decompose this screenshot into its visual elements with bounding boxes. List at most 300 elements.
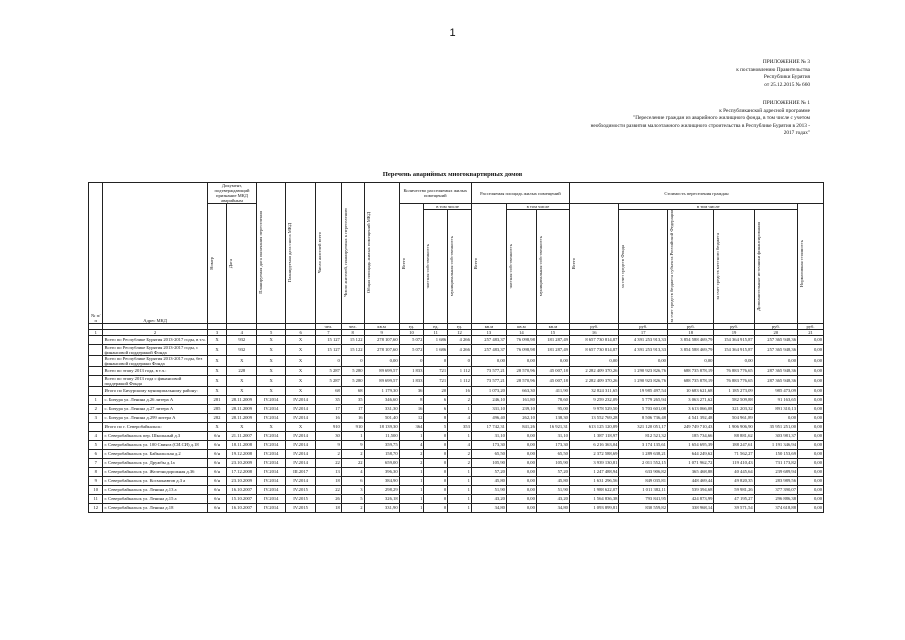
data-cell: 2 372 588,69 (569, 449, 619, 458)
column-number-cell: 12 (448, 329, 472, 335)
data-cell: 1 988 622,07 (569, 485, 619, 494)
data-cell: 793 841,95 (619, 494, 668, 503)
table-row (89, 449, 824, 458)
data-cell: Х (207, 355, 227, 366)
data-cell: 364 (399, 422, 424, 431)
data-cell: 0,00 (798, 440, 824, 449)
data-cell: 326,18 (364, 494, 399, 503)
appendix-1-line: ПРИЛОЖЕНИЕ № 1 (762, 100, 810, 106)
table-row (89, 344, 824, 355)
data-cell: IV.2014 (286, 440, 316, 449)
data-cell: 228 (227, 366, 257, 375)
table-row (89, 431, 824, 440)
data-cell: Х (227, 386, 257, 395)
data-cell: 36 (399, 386, 424, 395)
row-number-cell (89, 335, 103, 344)
unit-cell: руб. (714, 323, 754, 329)
column-number-cell: 11 (424, 329, 448, 335)
data-cell: 181 287,49 (536, 344, 569, 355)
data-cell: 5 (424, 422, 448, 431)
data-cell: 721 (424, 366, 448, 375)
data-cell: Х (286, 344, 316, 355)
data-cell: Х (207, 386, 227, 395)
data-cell: 8 657 730 814,87 (569, 344, 619, 355)
data-cell: 76 883 776,65 (714, 366, 754, 375)
table-row (89, 476, 824, 485)
row-number-cell: 9 (89, 476, 103, 485)
data-cell: 0 (424, 355, 448, 366)
appendix-3-line: к постановлению Правительства (736, 66, 810, 73)
data-cell: 298,29 (364, 485, 399, 494)
data-cell: 0,00 (798, 335, 824, 344)
data-cell: 28.11.2009 (227, 413, 257, 422)
data-cell: IV.2014 (257, 485, 286, 494)
data-cell: 43,20 (471, 494, 506, 503)
data-cell: Х (257, 375, 286, 386)
table-row (89, 503, 824, 512)
data-cell: 76 098,98 (506, 335, 536, 344)
data-cell: 285 (207, 404, 227, 413)
data-cell: 303 981,37 (754, 431, 797, 440)
data-cell: 2 (341, 449, 364, 458)
data-cell: 2 011 552,15 (619, 458, 668, 467)
data-cell: 0,00 (798, 366, 824, 375)
column-number-cell: 7 (316, 329, 342, 335)
data-cell: 0,00 (798, 375, 824, 386)
data-cell: 5 703 601,08 (619, 404, 668, 413)
data-cell: б/н (207, 494, 227, 503)
page-number: 1 (449, 27, 456, 39)
data-cell: 51,90 (536, 485, 569, 494)
data-cell: 613 125 120,09 (569, 422, 619, 431)
row-number-cell: 10 (89, 485, 103, 494)
data-cell: Х (286, 335, 316, 344)
th-plan-date: Планируемая дата окончания переселения (257, 183, 286, 324)
address-cell: г. Северобайкальск ул. 100 Свияга (СИ.СИ) д.18 (103, 440, 207, 449)
data-cell: 16 921,31 (536, 422, 569, 431)
data-cell: 8 657 730 814,87 (569, 335, 619, 344)
data-cell: 1 247 488,94 (569, 467, 619, 476)
table-row (89, 395, 824, 404)
data-cell: 384,90 (364, 476, 399, 485)
data-cell: 2 (399, 458, 424, 467)
table-row (89, 355, 824, 366)
data-cell: Х (286, 355, 316, 366)
data-cell: 932 (227, 335, 257, 344)
data-cell: 22 (341, 458, 364, 467)
data-cell: 331,90 (364, 503, 399, 512)
data-cell: 188 247,61 (714, 440, 754, 449)
data-cell: 278 107,60 (364, 335, 399, 344)
data-cell: 0,00 (506, 449, 536, 458)
data-cell: 45 007,18 (536, 366, 569, 375)
data-cell: 95,00 (536, 404, 569, 413)
data-cell: 68 (341, 386, 364, 395)
data-cell: 68 (316, 386, 342, 395)
data-cell: б/н (207, 449, 227, 458)
th-cost-all: Всего (569, 204, 619, 324)
table-row (89, 485, 824, 494)
data-cell: 16.10.2007 (227, 503, 257, 512)
data-cell: 5 (341, 494, 364, 503)
data-cell: 51,90 (471, 485, 506, 494)
data-cell: 15 122 (341, 335, 364, 344)
data-cell: 1 (448, 503, 472, 512)
data-cell: 5 072 (399, 344, 424, 355)
data-cell: 15 127 (316, 335, 342, 344)
data-cell: 0 (424, 440, 448, 449)
data-cell: 849 035,81 (619, 476, 668, 485)
data-cell: IV.2014 (257, 449, 286, 458)
th-cost-incl: в том числе (619, 204, 798, 210)
data-cell: 47 195,27 (714, 494, 754, 503)
data-cell: 89 699,57 (364, 366, 399, 375)
th-cost-fund: за счет средств Фонда (619, 210, 668, 324)
data-cell: 688 735 878,19 (667, 375, 713, 386)
data-cell: 23.10.2009 (227, 476, 257, 485)
data-cell: 0,00 (798, 458, 824, 467)
data-cell: 910 (316, 422, 342, 431)
data-cell: 16 (341, 413, 364, 422)
data-cell: 76 098,98 (506, 344, 536, 355)
unit-cell: ед. (448, 323, 472, 329)
data-cell: Х (286, 422, 316, 431)
data-cell: 2 (399, 449, 424, 458)
data-cell: 1 (399, 503, 424, 512)
column-number-cell: 9 (364, 329, 399, 335)
column-number-cell: 15 (536, 329, 569, 335)
data-cell: 1 (341, 431, 364, 440)
data-cell: 49 820,35 (714, 476, 754, 485)
data-cell: IV.2014 (257, 440, 286, 449)
data-cell: IV.2014 (257, 404, 286, 413)
data-cell: IV.2014 (257, 413, 286, 422)
data-cell: 0 (399, 355, 424, 366)
data-cell: 633 906,82 (619, 467, 668, 476)
data-cell: 932 (227, 344, 257, 355)
data-cell: 0,00 (798, 449, 824, 458)
data-cell: 57,20 (471, 467, 506, 476)
row-number-cell: 6 (89, 449, 103, 458)
data-cell: 0,00 (798, 404, 824, 413)
data-cell: IV.2014 (286, 395, 316, 404)
data-cell: Х (286, 375, 316, 386)
data-cell: 40 445,64 (714, 467, 754, 476)
data-cell: 278 107,60 (364, 344, 399, 355)
data-cell: 0,00 (667, 355, 713, 366)
data-cell: 0,00 (754, 413, 797, 422)
data-cell: 721 (424, 375, 448, 386)
data-cell: 45,80 (536, 476, 569, 485)
data-cell: 89 699,57 (364, 375, 399, 386)
data-cell: 0,00 (798, 494, 824, 503)
data-cell: 0,00 (506, 458, 536, 467)
data-cell: 0,00 (506, 503, 536, 512)
th-cost-rb: за счет средств бюджета субъекта Российской Федерации (667, 210, 713, 324)
data-cell: 0,00 (798, 413, 824, 422)
data-cell: 296 886,38 (754, 494, 797, 503)
column-number-cell: 13 (471, 329, 506, 335)
data-cell: 28.11.2009 (227, 404, 257, 413)
column-number-cell: 2 (103, 329, 207, 335)
data-cell: 257 483,37 (471, 335, 506, 344)
data-cell: 338 968,14 (667, 503, 713, 512)
data-cell: IV.2014 (286, 476, 316, 485)
unit-cell: ед. (424, 323, 448, 329)
data-cell: 5 280 (341, 375, 364, 386)
data-cell: 71 562,27 (714, 449, 754, 458)
data-cell: 841,26 (506, 422, 536, 431)
column-number-cell: 14 (506, 329, 536, 335)
data-cell: 0,00 (506, 494, 536, 503)
address-cell: Всего по Республике Бурятия 2013-2017 годы, в т.ч. (104, 337, 206, 343)
table-row (89, 494, 824, 503)
data-cell: Х (227, 355, 257, 366)
data-cell: 43,20 (536, 494, 569, 503)
row-number-cell (89, 366, 103, 375)
data-cell: 1 564 836,38 (569, 494, 619, 503)
data-cell: 1 112 (448, 366, 472, 375)
unit-cell: руб. (569, 323, 619, 329)
appendix-1-header (490, 100, 810, 138)
table-row (89, 467, 824, 476)
data-cell: 331,30 (364, 404, 399, 413)
data-cell: 365 468,88 (667, 467, 713, 476)
data-cell: 8 (424, 413, 448, 422)
th-cost-mb: за счет средств местного бюджета (714, 210, 754, 324)
address-cell: Всего по этапу 2013 года с финансовой поддержкой Фонда (103, 375, 207, 386)
data-cell: 0 (424, 431, 448, 440)
appendix-3-line: от 25.12.2015 № 660 (764, 81, 810, 88)
data-cell: IV.2014 (257, 494, 286, 503)
address-cell: с. Бичура ул. Ленина д.27 литера А (103, 404, 207, 413)
data-cell: 1 011 382,11 (619, 485, 668, 494)
row-number-cell: 5 (89, 440, 103, 449)
th-rooms-total: Всего (399, 204, 424, 324)
data-cell: 18 (316, 503, 342, 512)
data-cell: 39 571,54 (714, 503, 754, 512)
data-cell: 173,30 (471, 440, 506, 449)
data-cell: IV.2014 (286, 458, 316, 467)
data-cell: 0,00 (798, 386, 824, 395)
data-cell: 239,10 (506, 404, 536, 413)
data-cell: 3 063 271,62 (667, 395, 713, 404)
data-cell: 181 287,49 (536, 335, 569, 344)
data-cell: 1 686 (424, 344, 448, 355)
data-cell: 65,50 (471, 449, 506, 458)
data-cell: 331,10 (471, 404, 506, 413)
unit-cell: руб. (798, 323, 824, 329)
appendix-1-line: 2017 годах" (783, 130, 810, 137)
data-cell: 0 (424, 503, 448, 512)
appendix-1-line: к Республиканской адресной программе (719, 107, 810, 114)
data-cell: 1 071 962,72 (667, 458, 713, 467)
unit-cell: кв.м (506, 323, 536, 329)
data-cell: 0,00 (798, 344, 824, 355)
data-cell: 4 391 253 913,33 (619, 344, 668, 355)
data-cell: 1 (399, 476, 424, 485)
data-cell: 346,60 (364, 395, 399, 404)
data-cell: 5 280 (341, 366, 364, 375)
data-cell: IV.2014 (286, 449, 316, 458)
column-number-cell: 1 (89, 329, 103, 335)
data-cell: 0,00 (798, 467, 824, 476)
table-body (89, 335, 824, 512)
data-cell: 119 410,43 (714, 458, 754, 467)
data-cell: б/н (207, 431, 227, 440)
data-cell: 985 473,09 (754, 386, 797, 395)
row-number-cell: 11 (89, 494, 103, 503)
data-cell: 830 559,82 (619, 503, 668, 512)
unit-cell: кв.м (471, 323, 506, 329)
data-cell: 1 290 923 826,76 (619, 375, 668, 386)
address-cell: с. Бичура ул. Ленина д.299 литера А (103, 413, 207, 422)
data-cell: 34,80 (471, 503, 506, 512)
data-cell: 21.11.2007 (227, 431, 257, 440)
data-cell: 161,80 (506, 395, 536, 404)
data-cell: Х (207, 422, 227, 431)
row-number-cell (89, 375, 103, 386)
data-cell: Х (257, 344, 286, 355)
data-cell: 812 521,32 (619, 431, 668, 440)
column-number-cell: 17 (619, 329, 668, 335)
data-cell: 31,10 (536, 431, 569, 440)
data-cell: 731 173,82 (754, 458, 797, 467)
data-cell: 0 (341, 355, 364, 366)
th-doc-date: Дата (227, 204, 257, 324)
address-cell: г. Северобайкальск пер. Школьный д.3 (103, 431, 207, 440)
data-cell: 0 (316, 355, 342, 366)
appendix-1-line: необходимости развития малоэтажного жилищного строительства в Республике Бурятия в 2013 - (590, 122, 810, 129)
table-row (89, 335, 824, 344)
data-cell: 1 (399, 431, 424, 440)
data-cell: 0 (424, 476, 448, 485)
appendix-3-line: Республики Бурятия (763, 74, 810, 81)
data-cell: 2 (316, 449, 342, 458)
data-cell: 688 735 878,19 (667, 366, 713, 375)
data-cell: 891 310,13 (754, 404, 797, 413)
data-cell: 154 364 915,87 (714, 335, 754, 344)
address-cell: Всего по этапу 2013 года, в т.ч.: (103, 366, 207, 375)
data-cell: 150 153,69 (754, 449, 797, 458)
data-cell: б/н (207, 467, 227, 476)
column-number-cell: 16 (569, 329, 619, 335)
data-cell: 663,30 (506, 386, 536, 395)
th-planned-in: Число жителей, планируемых к переселению (341, 183, 364, 324)
th-rooms-mun: муниципальная собственность (448, 210, 472, 324)
data-cell: 18 139,30 (364, 422, 399, 431)
data-cell: 28 570,96 (506, 375, 536, 386)
data-cell: 105,90 (471, 458, 506, 467)
data-cell: 0 (424, 485, 448, 494)
data-cell: 45 007,18 (536, 375, 569, 386)
data-cell: 18.11.2008 (227, 440, 257, 449)
data-cell: 73 577,21 (471, 366, 506, 375)
data-cell: 35 951 251,00 (754, 422, 797, 431)
data-cell: 73 577,21 (471, 375, 506, 386)
column-number-cell: 3 (207, 329, 227, 335)
address-cell: г. Северобайкальск ул. Ленина д.15 а (103, 494, 207, 503)
data-cell: 6 (424, 395, 448, 404)
data-cell: 424 873,99 (667, 494, 713, 503)
data-cell: 5 779 265,94 (619, 395, 668, 404)
data-cell: 12 (399, 413, 424, 422)
data-cell: 2 (448, 449, 472, 458)
data-cell: Х (257, 422, 286, 431)
th-rooms-group: Количество расселяемых жилых помещений (399, 183, 471, 204)
data-cell: 6 216 363,04 (569, 440, 619, 449)
data-cell: 6 (424, 404, 448, 413)
column-number-cell: 5 (257, 329, 286, 335)
data-cell: б/н (207, 458, 227, 467)
data-cell: 8 506 736,48 (619, 413, 668, 422)
data-cell: 17.12.2008 (227, 467, 257, 476)
data-cell: 0,00 (798, 476, 824, 485)
data-cell: 0,00 (754, 355, 797, 366)
th-rooms-incl: в том числе (424, 204, 471, 210)
data-cell: 19 985 497,54 (619, 386, 668, 395)
unit-cell: чел. (316, 323, 342, 329)
data-cell: 9 (341, 440, 364, 449)
th-demolish-date: Планируемая дата сноса МКД (286, 183, 316, 324)
data-cell: 4 391 253 913,33 (619, 335, 668, 344)
data-cell: 1 833 (399, 375, 424, 386)
data-cell: 0 (448, 355, 472, 366)
data-cell: 359,75 (364, 440, 399, 449)
data-cell: 2 282 409 370,26 (569, 366, 619, 375)
data-cell: Х (286, 386, 316, 395)
data-cell: IV.2014 (257, 467, 286, 476)
th-num: № п/п (89, 183, 103, 324)
data-cell: 15 127 (316, 344, 342, 355)
data-cell: 0,00 (798, 503, 824, 512)
data-cell: 411,90 (536, 386, 569, 395)
data-cell: 0,00 (619, 355, 668, 366)
data-cell: 78,60 (536, 395, 569, 404)
data-cell: 4 (399, 440, 424, 449)
data-cell: 173,30 (536, 440, 569, 449)
column-number-cell: 21 (798, 329, 824, 335)
data-cell: Х (207, 375, 227, 386)
data-cell: Х (207, 335, 227, 344)
data-cell: Х (286, 366, 316, 375)
column-number-cell: 6 (286, 329, 316, 335)
data-cell: 28 570,96 (506, 366, 536, 375)
table-row (89, 386, 824, 395)
data-cell: IV.2014 (286, 404, 316, 413)
table-row (89, 422, 824, 431)
data-cell: 0,00 (714, 355, 754, 366)
data-cell: 31,10 (471, 431, 506, 440)
row-number-cell: 4 (89, 431, 103, 440)
appendix-1-line: "Переселение граждан из аварийного жилищного фонда, в том числе с учетом (633, 115, 810, 122)
column-number-cell: 20 (754, 329, 797, 335)
data-cell: Х (207, 344, 227, 355)
th-area-incl: в том числе (506, 204, 569, 210)
row-number-cell (89, 386, 103, 395)
data-cell: 4 266 (448, 344, 472, 355)
data-cell: 1 191 346,94 (754, 440, 797, 449)
unit-cell: ед. (399, 323, 424, 329)
data-cell: 2 282 409 370,26 (569, 375, 619, 386)
data-cell: 1 686 (424, 335, 448, 344)
data-cell: б/н (207, 485, 227, 494)
data-cell: 3 854 588 469,79 (667, 344, 713, 355)
data-cell: IV.2015 (286, 503, 316, 512)
data-cell: 0,00 (471, 355, 506, 366)
data-cell: IV.2014 (286, 431, 316, 440)
data-cell: Х (257, 386, 286, 395)
